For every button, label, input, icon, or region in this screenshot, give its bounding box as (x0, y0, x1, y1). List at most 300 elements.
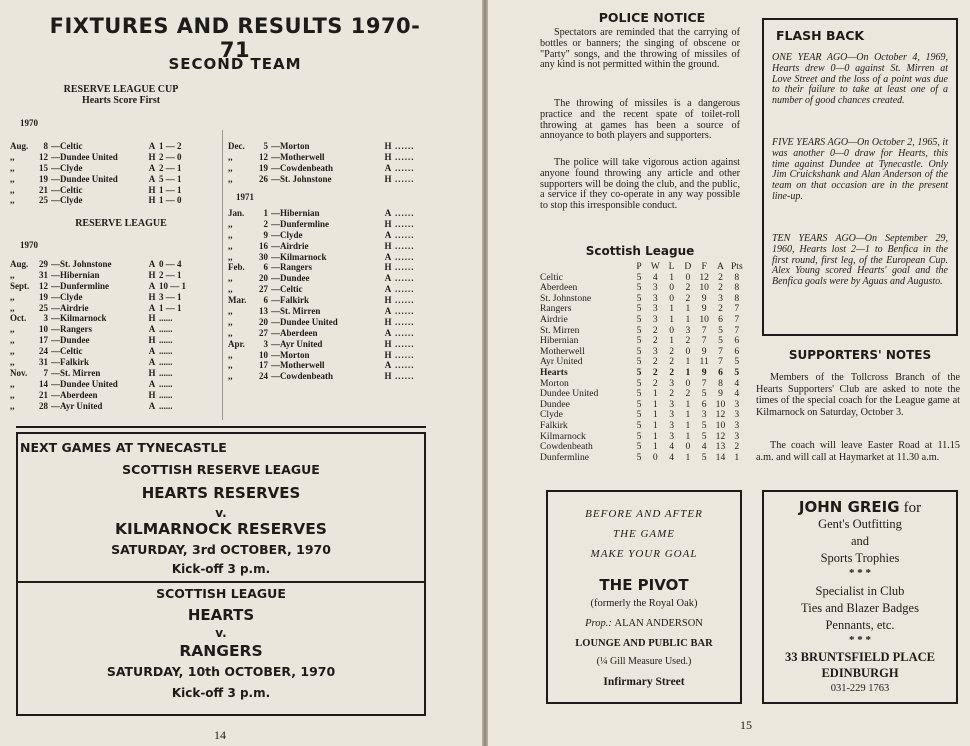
greig-line-6: Pennants, etc. (825, 618, 895, 632)
fixture-venue: H (148, 195, 156, 206)
league-stat-pts: 3 (734, 419, 740, 431)
pivot-gill: (¼ Gill Measure Used.) (596, 656, 692, 667)
league-team-name: Clyde (540, 409, 563, 421)
flashback-one-year: ONE YEAR AGO—On October 4, 1969, Hearts drew 0—0 against St. Mirren at Love Street and the loss of a point was due to their failure to take at least one of a number of good chances created. (772, 52, 948, 107)
fixture-score: ...... (159, 324, 173, 335)
cup-subtitle: Hearts Score First (81, 95, 161, 106)
supporters-paragraph-1: Members of the Tollcross Branch of the Hearts Supporters' Club are asked to note the times of the special coach for the League game at Kilmarnock on Saturday, October 3. (756, 372, 960, 418)
fixture-score: ...... (395, 173, 415, 184)
fixture-score: 2 — 1 (159, 162, 182, 173)
league-stat-f: 5 (701, 388, 707, 400)
fixture-row (228, 317, 433, 328)
league-stat-f: 11 (699, 356, 709, 368)
fixture-row (228, 339, 433, 350)
fixture-opponent: —Aberdeen (51, 389, 98, 400)
fixture-row (228, 219, 433, 230)
fixture-row (10, 141, 199, 152)
fixture-day: 17 (259, 360, 268, 371)
fixture-day: 24 (259, 371, 268, 382)
fixture-row (228, 306, 433, 317)
league-team-name: Ayr United (540, 356, 583, 368)
fixture-day: 12 (39, 151, 48, 162)
fixture-score: 1 — 2 (159, 141, 182, 151)
league-stat-l: 3 (669, 409, 674, 421)
fixture-venue: H (384, 141, 392, 151)
supporters-notes-title: SUPPORTERS' NOTES (788, 348, 932, 362)
fixture-month: ,, (228, 327, 233, 338)
game1-kickoff: Kick-off 3 p.m. (171, 562, 271, 576)
cup-fixture-list (10, 141, 199, 206)
fixture-day: 10 (39, 324, 48, 335)
fixture-venue: A (384, 208, 392, 218)
league-stat-a: 2 (718, 271, 723, 283)
fixture-score: ...... (395, 162, 415, 173)
league-stat-d: 2 (685, 388, 691, 400)
fixture-month: ,, (228, 360, 233, 371)
police-notice-title: POLICE NOTICE (598, 10, 706, 25)
fixture-score: 5 — 1 (159, 173, 182, 184)
fixture-opponent: —Morton (271, 141, 310, 151)
league-stat-f: 5 (701, 451, 707, 463)
league-stat-l: 3 (669, 398, 674, 410)
fixture-opponent: —Dundee (51, 335, 90, 346)
fixture-month: Aug. (10, 259, 29, 269)
greig-heading (762, 498, 958, 517)
fixture-opponent: —Celtic (51, 141, 83, 151)
fixture-day: 20 (259, 273, 268, 284)
greig-line-5: Ties and Blazer Badges (801, 601, 919, 615)
flashback-five-years: FIVE YEARS AGO—On October 2, 1965, it was another 0—0 draw for Hearts, this time against Dundee at Tynecastle. Only Jim Cruickshank and Alan Anderson of the team on that occasion are in the present line-up. (772, 137, 948, 202)
fixture-score: 1 — 1 (159, 302, 182, 313)
league-team-name: Cowdenbeath (540, 441, 593, 453)
league-stat-a: 12 (715, 409, 726, 421)
league-stat-d: 2 (685, 282, 691, 294)
league-stat-w: 1 (652, 419, 658, 431)
fixture-day: 9 (263, 229, 268, 240)
fixture-month: Dec. (228, 141, 245, 151)
league-stat-f: 9 (701, 366, 707, 378)
fixture-score: ...... (395, 251, 415, 262)
fixture-score: 10 — 1 (159, 280, 186, 291)
fixture-venue: A (384, 273, 392, 284)
league-stat-f: 7 (701, 335, 707, 347)
fixture-row (228, 152, 433, 163)
fixture-month: ,, (10, 302, 15, 313)
league-stat-pts: 7 (734, 313, 740, 325)
fixture-score: ...... (159, 367, 173, 378)
fixture-day: 13 (259, 306, 268, 317)
fixture-row (10, 270, 199, 281)
fixture-venue: A (384, 284, 392, 295)
fixture-venue: H (148, 291, 156, 302)
league-team-name: Falkirk (540, 419, 568, 431)
fixture-day: 24 (39, 346, 48, 357)
col-a: A (717, 261, 724, 272)
fixture-opponent: —Morton (271, 349, 310, 360)
league-stat-d: 1 (685, 430, 691, 442)
fixture-opponent: —St. Mirren (271, 306, 321, 317)
fixture-row (228, 295, 433, 306)
game2-away-team: RANGERS (179, 642, 263, 660)
fixture-opponent: —Clyde (51, 195, 83, 206)
league-stat-l: 2 (669, 366, 674, 378)
pivot-proprietor (546, 618, 742, 629)
pivot-prop-label: Prop.: (585, 618, 612, 629)
fixture-opponent: —Celtic (271, 284, 303, 295)
fixture-venue: A (384, 251, 392, 262)
page-number-right: 15 (740, 718, 752, 732)
fixture-row (10, 390, 199, 401)
fixture-opponent: —Aberdeen (271, 327, 318, 338)
fixture-day: 12 (259, 151, 268, 162)
league-stat-l: 0 (669, 292, 674, 304)
league-stat-d: 1 (685, 451, 691, 463)
league-stat-pts: 4 (734, 388, 740, 400)
cup-heading (36, 84, 206, 106)
league-stat-w: 1 (652, 441, 658, 453)
league-row (540, 315, 745, 326)
fixture-day: 19 (39, 173, 48, 184)
cup-title: RESERVE LEAGUE CUP (63, 84, 179, 95)
fixture-month: ,, (10, 291, 15, 302)
fixture-score: 2 — 1 (159, 269, 182, 280)
col-pts: Pts (730, 261, 743, 272)
fixture-month: ,, (10, 173, 15, 184)
fixture-opponent: —St. Mirren (51, 367, 101, 378)
col-w: W (650, 261, 660, 272)
fixture-month: ,, (10, 269, 15, 280)
greig-line-3: Sports Trophies (820, 551, 900, 565)
league-team-name: St. Mirren (540, 324, 580, 336)
fixture-day: 29 (39, 259, 48, 269)
league-stat-pts: 8 (734, 282, 740, 294)
fixture-venue: A (384, 327, 392, 338)
league-stat-pts: 7 (734, 303, 740, 315)
fixture-month: Mar. (228, 295, 247, 306)
fixture-month: ,, (10, 346, 15, 357)
league-stat-w: 3 (652, 345, 658, 357)
fixture-opponent: —Dunfermline (51, 280, 109, 291)
league-stat-l: 4 (669, 441, 674, 453)
fixture-venue: H (148, 313, 156, 324)
fixture-score: ...... (395, 284, 415, 295)
league-stat-w: 3 (652, 282, 658, 294)
fixture-opponent: —Airdrie (271, 240, 309, 251)
fixture-opponent: —Motherwell (271, 360, 325, 371)
greig-line-4: Specialist in Club (815, 584, 905, 598)
fixture-venue: A (148, 259, 156, 269)
fixture-opponent: —Dundee United (51, 378, 118, 389)
league-stat-w: 2 (652, 335, 658, 347)
fixture-row (10, 163, 199, 174)
league-row (540, 453, 745, 464)
fixture-venue: H (384, 240, 392, 251)
fixture-month: ,, (228, 151, 233, 162)
greig-line-2: and (850, 534, 870, 548)
second-team-title: SECOND TEAM (168, 55, 302, 73)
league-stat-l: 0 (669, 324, 674, 336)
league-stat-d: 1 (685, 366, 691, 378)
league-stat-p: 5 (636, 356, 642, 368)
fixture-score: ...... (159, 313, 173, 324)
fixtures-title: FIXTURES AND RESULTS 1970-71 (49, 14, 421, 62)
league-stat-a: 2 (718, 282, 723, 294)
fixture-row (10, 303, 199, 314)
pivot-bar: LOUNGE AND PUBLIC BAR (575, 638, 713, 649)
league-stat-d: 2 (685, 335, 691, 347)
league-stat-w: 2 (652, 366, 658, 378)
fixture-month: ,, (228, 349, 233, 360)
game1-home-team: HEARTS RESERVES (141, 484, 301, 502)
fixture-score: 1 — 1 (159, 184, 182, 195)
league-stat-a: 14 (715, 451, 726, 463)
fixture-opponent: —Clyde (51, 162, 83, 173)
fixture-month: ,, (228, 371, 233, 382)
fixture-score: ...... (395, 151, 415, 162)
fixture-score: ...... (395, 141, 415, 151)
fixture-day: 3 (43, 313, 48, 324)
league-stat-a: 12 (715, 430, 726, 442)
next-games-heading: NEXT GAMES AT TYNECASTLE (20, 440, 227, 455)
league-stat-p: 5 (636, 313, 642, 325)
league-team-name: Airdrie (540, 313, 568, 325)
fixture-score: ...... (395, 349, 415, 360)
league-stat-pts: 6 (734, 335, 740, 347)
fixture-month: ,, (228, 162, 233, 173)
league-stat-d: 1 (685, 313, 691, 325)
fixture-score: ...... (395, 218, 415, 229)
league-stat-p: 5 (636, 388, 642, 400)
league-stat-d: 3 (685, 324, 691, 336)
greig-city: EDINBURGH (821, 666, 899, 680)
fixture-day: 19 (259, 162, 268, 173)
league-stat-f: 3 (701, 409, 707, 421)
league-stat-w: 3 (652, 303, 658, 315)
fixture-opponent: —Falkirk (51, 357, 90, 368)
fixture-opponent: —Dundee (271, 273, 310, 284)
fixture-row (10, 335, 199, 346)
league-team-name: Kilmarnock (540, 430, 586, 442)
fixture-venue: A (148, 280, 156, 291)
fixture-opponent: —Cowdenbeath (271, 162, 334, 173)
league-team-name: St. Johnstone (540, 292, 592, 304)
fixture-month: ,, (10, 324, 15, 335)
greig-line-1: Gent's Outfitting (818, 517, 902, 531)
fixture-month: ,, (228, 316, 233, 327)
league-stat-l: 1 (669, 335, 674, 347)
fixture-venue: A (148, 400, 156, 411)
fixture-month: ,, (10, 389, 15, 400)
league-stat-a: 5 (718, 324, 723, 336)
league-stat-l: 4 (669, 451, 674, 463)
league-stat-p: 5 (636, 345, 642, 357)
league-stat-a: 9 (718, 388, 723, 400)
league-stat-f: 12 (699, 271, 709, 283)
league-stat-p: 5 (636, 441, 642, 453)
supporters-paragraph-2: The coach will leave Easter Road at 11.15 a.m. and will call at Haymarket at 11.30 a.m. (756, 440, 960, 463)
league-stat-d: 1 (685, 419, 691, 431)
fixture-month: ,, (10, 357, 15, 368)
fixture-day: 27 (259, 284, 268, 295)
year-label-1971: 1971 (236, 192, 254, 202)
fixture-venue: H (148, 151, 156, 162)
fixture-row (228, 360, 433, 371)
game2-home-team: HEARTS (187, 606, 255, 624)
fixture-month: Aug. (10, 141, 29, 151)
league-stat-p: 5 (636, 419, 642, 431)
page-gutter (482, 0, 488, 746)
league-stat-w: 4 (652, 271, 658, 283)
league-stat-a: 7 (718, 356, 723, 368)
fixture-row (228, 141, 433, 152)
league-stat-p: 5 (636, 377, 642, 389)
league-team-name: Celtic (540, 271, 563, 283)
league-stat-f: 9 (701, 303, 707, 315)
year-label-1970-cup: 1970 (20, 118, 38, 128)
league-stat-pts: 4 (734, 377, 740, 389)
game1-date: SATURDAY, 3rd OCTOBER, 1970 (111, 542, 331, 557)
fixture-opponent: —Hibernian (51, 269, 100, 280)
league-stat-f: 6 (701, 398, 707, 410)
game2-date: SATURDAY, 10th OCTOBER, 1970 (106, 664, 336, 679)
league-stat-l: 3 (669, 377, 674, 389)
league-stat-pts: 1 (734, 451, 740, 463)
fixture-row (10, 174, 199, 185)
fixture-venue: H (148, 389, 156, 400)
fixture-month: ,, (228, 273, 233, 284)
police-paragraph-3: The police will take vigorous action against anyone found throwing any article and other supporters will be doing the club, and the public, a service if they co-operate in any way possible to stop this irresponsible conduct. (540, 157, 740, 212)
fixture-venue: H (148, 184, 156, 195)
fixture-month: ,, (228, 306, 233, 317)
league-stat-d: 0 (685, 441, 691, 453)
fixture-month: Nov. (10, 367, 28, 378)
fixture-venue: H (384, 218, 392, 229)
game2-versus: v. (215, 626, 227, 640)
fixture-score: ...... (159, 357, 173, 368)
league-stat-w: 3 (652, 313, 658, 325)
league-stat-f: 9 (701, 345, 707, 357)
fixture-day: 27 (259, 327, 268, 338)
greig-phone: 031-229 1763 (830, 683, 890, 694)
fixture-venue: A (384, 229, 392, 240)
games-divider (16, 581, 426, 583)
fixture-month: ,, (10, 195, 15, 206)
fixture-month: ,, (228, 284, 233, 295)
game1-versus: v. (215, 506, 227, 520)
fixture-day: 6 (263, 295, 268, 306)
fixture-score: 1 — 0 (159, 195, 182, 206)
league-row (540, 410, 745, 421)
fixture-row (228, 262, 433, 273)
fixture-opponent: —Celtic (51, 184, 83, 195)
pivot-advert-box (546, 490, 742, 704)
league-stat-l: 2 (669, 345, 674, 357)
fixture-row (228, 284, 433, 295)
league-team-name: Rangers (540, 303, 572, 315)
fixture-score: ...... (395, 295, 415, 306)
fixture-month: Feb. (228, 262, 245, 273)
league-stat-p: 5 (636, 430, 642, 442)
game2-league: SCOTTISH LEAGUE (156, 586, 286, 601)
fixture-day: 25 (39, 302, 48, 313)
col-f: F (701, 261, 707, 272)
fixture-day: 30 (259, 251, 268, 262)
league-stat-l: 3 (669, 419, 674, 431)
fixture-venue: A (148, 324, 156, 335)
fixture-row (10, 401, 199, 412)
league-stat-a: 3 (718, 292, 723, 304)
fixture-month: ,, (10, 378, 15, 389)
fixture-day: 31 (39, 357, 48, 368)
fixture-score: ...... (395, 316, 415, 327)
fixture-opponent: —Dundee United (271, 316, 338, 327)
year-label-1970-league: 1970 (20, 240, 38, 250)
fixture-venue: A (148, 173, 156, 184)
fixture-day: 17 (39, 335, 48, 346)
fixture-opponent: —Cowdenbeath (271, 371, 334, 382)
league-stat-pts: 8 (734, 271, 740, 283)
league-stat-w: 2 (652, 356, 658, 368)
league-stat-a: 6 (718, 366, 723, 378)
league-stat-pts: 2 (734, 441, 740, 453)
league-stat-f: 7 (701, 377, 707, 389)
fixture-day: 12 (39, 280, 48, 291)
fixture-column-divider (222, 130, 223, 420)
league-stat-f: 4 (701, 441, 707, 453)
col-d: D (684, 261, 692, 272)
fixture-venue: H (384, 316, 392, 327)
fixture-row (10, 357, 199, 368)
fixture-row (228, 350, 433, 361)
fixture-score: ...... (395, 262, 415, 273)
league-stat-f: 9 (701, 292, 707, 304)
pivot-line-3: MAKE YOUR GOAL (590, 548, 698, 560)
fixture-score: ...... (159, 378, 173, 389)
league-stat-w: 1 (652, 388, 658, 400)
fixture-day: 1 (263, 208, 268, 218)
col-p: P (636, 261, 642, 272)
greig-stars-1: * * * (849, 567, 871, 579)
fixture-row (228, 163, 433, 174)
fixture-row (228, 230, 433, 241)
fixture-opponent: —Kilmarnock (271, 251, 327, 262)
greig-address: 33 BRUNTSFIELD PLACE (784, 650, 936, 664)
league-stat-pts: 5 (734, 356, 740, 368)
league-stat-l: 1 (669, 303, 674, 315)
fixture-venue: H (384, 173, 392, 184)
fixture-month: ,, (10, 184, 15, 195)
scottish-league-title: Scottish League (585, 244, 695, 258)
fixture-score: ...... (395, 327, 415, 338)
fixture-opponent: —St. Johnstone (51, 259, 112, 269)
fixture-day: 25 (39, 195, 48, 206)
league-stat-d: 1 (685, 303, 691, 315)
league-stat-p: 5 (636, 271, 642, 283)
fixture-row (10, 346, 199, 357)
fixture-month: ,, (228, 229, 233, 240)
fixture-row (10, 259, 199, 270)
league-stat-p: 5 (636, 324, 642, 336)
section-divider (16, 426, 426, 428)
fixture-venue: H (384, 371, 392, 382)
fixture-row (228, 208, 433, 219)
fixture-day: 15 (39, 162, 48, 173)
league-stat-pts: 3 (734, 409, 740, 421)
league-stat-a: 2 (718, 303, 723, 315)
league-team-name: Dundee (540, 398, 570, 410)
fixture-venue: A (148, 141, 156, 151)
league-team-name: Dunfermline (540, 451, 590, 463)
